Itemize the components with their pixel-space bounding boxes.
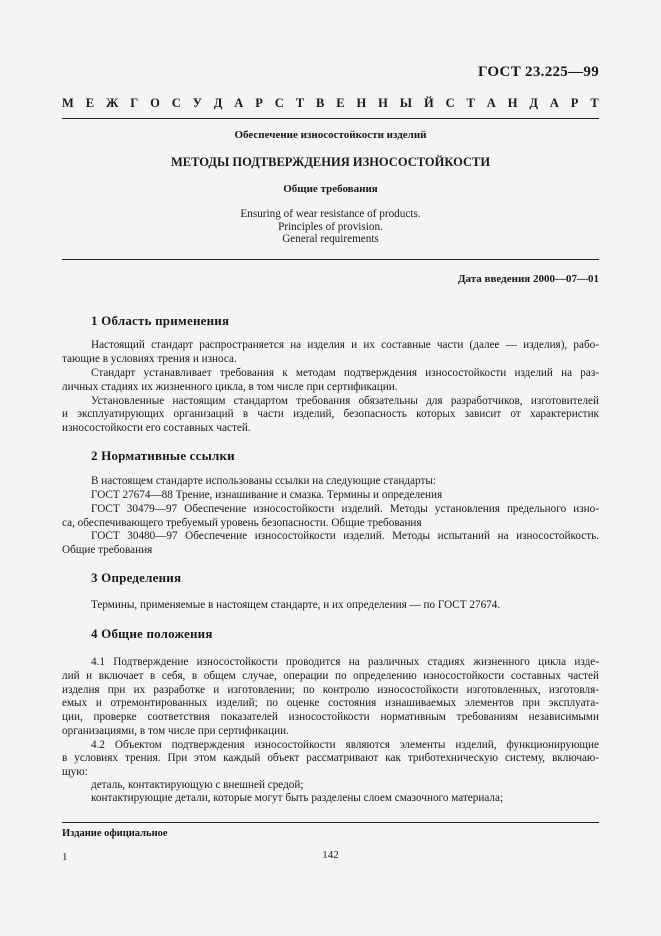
document-subtitle: Обеспечение износостойкости изделий <box>234 129 427 141</box>
text-line: Настоящий стандарт распространяется на изделия и их составные части (далее — изделия), рабо- <box>91 339 599 351</box>
standard-number: ГОСТ 23.225—99 <box>477 64 599 80</box>
document-title: МЕТОДЫ ПОДТВЕРЖДЕНИЯ ИЗНОСОСТОЙКОСТИ <box>170 155 491 169</box>
text-line: деталь, контактирующую с внешней средой; <box>91 779 304 791</box>
banner-letter: Е <box>336 96 345 110</box>
text-line: личных стадиях их жизненного цикла, в том числе при сертификации. <box>62 381 398 393</box>
text-line: Стандарт устанавливает требования к методам подтверждения износостойкости изделий на раз- <box>91 367 599 379</box>
edition-label: Издание официальное <box>62 828 168 839</box>
banner-letter: Й <box>423 96 434 110</box>
section-heading: 4 Общие положения <box>91 626 213 641</box>
banner-letter: Е <box>85 96 95 110</box>
section-heading: 2 Нормативные ссылки <box>91 448 235 463</box>
banner-letter: О <box>150 96 160 110</box>
english-title-line: Ensuring of wear resistance of products. <box>240 208 421 220</box>
section-heading: 3 Определения <box>91 570 182 585</box>
banner-letter: Т <box>590 96 599 110</box>
banner-letter: С <box>445 96 455 110</box>
english-title-line: General requirements <box>282 233 379 245</box>
text-line: ГОСТ 30479—97 Обеспечение износостойкости изделий. Методы установления предельного изно- <box>91 503 599 515</box>
text-line: ГОСТ 30480—97 Обеспечение износостойкости изделий. Методы испытаний на износостойкость. <box>91 530 599 542</box>
section-heading: 1 Область применения <box>91 313 230 328</box>
banner-letter: Ы <box>399 96 413 110</box>
text-line: 4.1 Подтверждение износостойкости проводится на различных стадиях жизненного цикла изде- <box>91 656 599 668</box>
banner-letter: Р <box>570 96 579 110</box>
text-line: Термины, применяемые в настоящем стандарте, и их определения — по ГОСТ 27674. <box>91 599 501 611</box>
title-rule <box>62 259 599 260</box>
banner-letter: У <box>192 96 202 110</box>
text-line: лий и включает в себя, в общем случае, операции по определению износостойкости составных частей <box>62 670 599 682</box>
banner-letter: С <box>274 96 284 110</box>
banner-letter: А <box>486 96 496 110</box>
banner-letter: Р <box>255 96 263 110</box>
banner-letter: Н <box>356 96 367 110</box>
header-rule <box>62 118 599 119</box>
text-line: в условиях трения. При этом каждый объект рассматривают как триботехническую систему, включаю- <box>62 752 599 764</box>
general-requirements-label: Общие требования <box>283 183 378 195</box>
text-line: и эксплуатирующих организаций в части изделий, безопасность которых зависит от характеристик <box>62 408 599 420</box>
footer-rule <box>62 822 599 823</box>
text-line: Установленные настоящим стандартом требования обязательны для разработчиков, изготовителей <box>91 395 599 407</box>
interstate-standard-banner <box>62 96 599 111</box>
banner-letter: Г <box>130 96 139 110</box>
banner-letter: Т <box>466 96 475 110</box>
text-line: емых и отремонтированных изделий; по оценке состояния изнашиваемых элементов при эксплуата- <box>62 697 599 709</box>
introduction-date: Дата введения 2000—07—01 <box>457 273 599 285</box>
banner-letter: Н <box>378 96 388 110</box>
text-line: щую: <box>62 766 88 778</box>
english-title <box>62 208 599 246</box>
banner-letter: Т <box>295 96 305 110</box>
text-line: Общие требования <box>62 544 153 556</box>
text-line: 4.2 Объектом подтверждения износостойкости являются элементы изделий, функционирующие <box>91 739 599 751</box>
banner-letter: А <box>549 96 559 110</box>
banner-letter: В <box>315 96 325 110</box>
banner-letter: Ж <box>105 96 119 110</box>
text-line: са, обеспечивающего требуемый уровень безопасности. Общие требования <box>62 517 422 529</box>
banner-letter: Д <box>213 96 223 110</box>
text-line: ции, проверке соответствия показателей износостойкости нормативным требованиям независимыми <box>62 711 599 723</box>
text-line: тающие в условиях трения и износа. <box>62 353 237 365</box>
banner-letter: М <box>62 96 74 110</box>
text-line: организациями, в том числе при сертификации. <box>62 725 289 737</box>
banner-letter: Н <box>507 96 518 110</box>
banner-letter: С <box>171 96 181 110</box>
text-line: В настоящем стандарте использованы ссылки на следующие стандарты: <box>91 475 436 487</box>
text-line: контактирующие детали, которые могут быть разделены слоем смазочного материала; <box>91 792 504 804</box>
page-number: 142 <box>322 849 339 861</box>
english-title-line: Principles of provision. <box>278 220 383 233</box>
banner-letter: А <box>234 96 244 110</box>
footer-number: 1 <box>62 851 68 863</box>
text-line: износостойкости его составных частей. <box>62 422 251 434</box>
text-line: ГОСТ 27674—88 Трение, изнашивание и смазка. Термины и определения <box>91 489 443 501</box>
banner-letter: Д <box>529 96 538 110</box>
text-line: изделия при их разработке и изготовлении; по контролю износостойкости изготовленных, изготовля- <box>62 684 599 696</box>
